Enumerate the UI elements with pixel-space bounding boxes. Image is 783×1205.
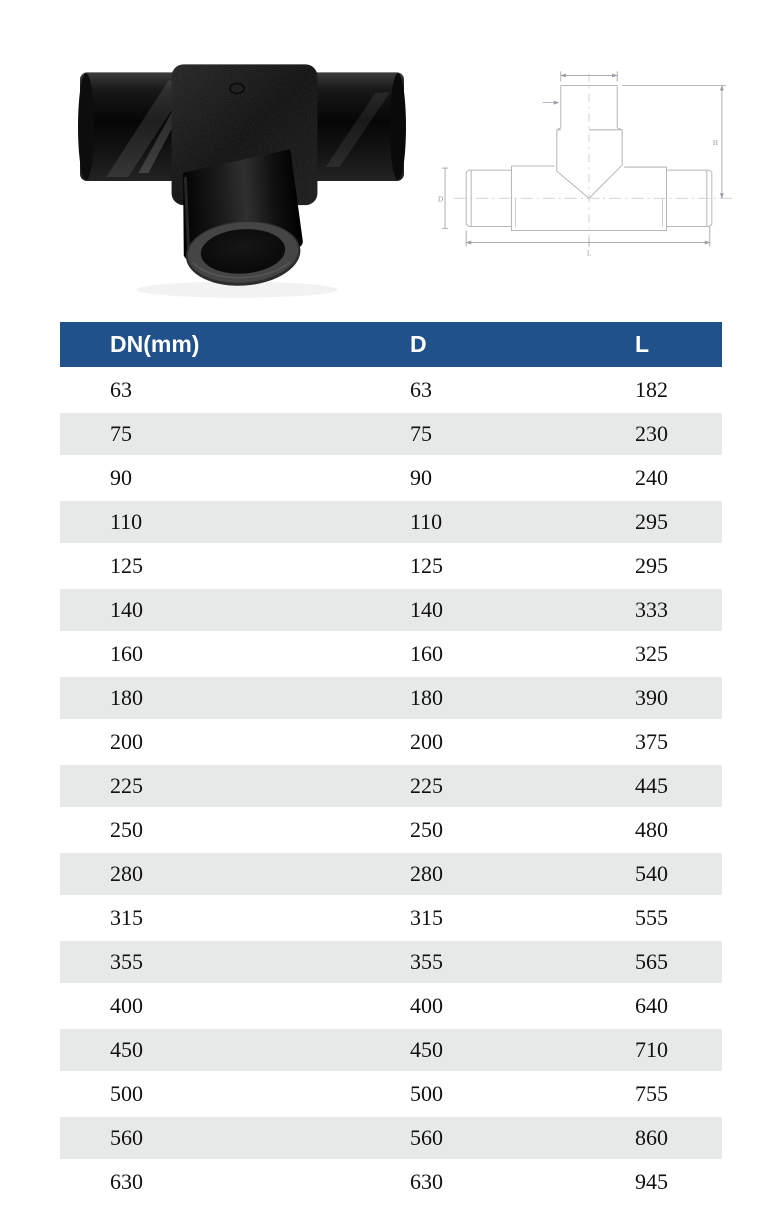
table-cell: 400 <box>360 985 585 1029</box>
table-cell: 125 <box>60 545 360 589</box>
table-cell: 945 <box>585 1161 722 1205</box>
pipe-left-end <box>78 73 94 180</box>
table-cell: 250 <box>360 809 585 853</box>
table-cell: 160 <box>360 633 585 677</box>
table-cell: 225 <box>360 765 585 809</box>
table-cell: 500 <box>60 1073 360 1117</box>
table-cell: 180 <box>60 677 360 721</box>
table-row <box>60 457 722 501</box>
table-cell: 355 <box>60 941 360 985</box>
table-cell: 390 <box>585 677 722 721</box>
table-row <box>60 1029 722 1073</box>
technical-drawing <box>438 56 740 260</box>
table-cell: 230 <box>585 413 722 457</box>
table-row <box>60 545 722 589</box>
table-cell: 500 <box>360 1073 585 1117</box>
table-cell: 90 <box>360 457 585 501</box>
pipe-right-end <box>390 73 406 180</box>
table-cell: 63 <box>360 369 585 413</box>
table-cell: 90 <box>60 457 360 501</box>
table-cell: 445 <box>585 765 722 809</box>
table-header-row <box>60 322 722 369</box>
table-cell: 200 <box>60 721 360 765</box>
table-cell: 240 <box>585 457 722 501</box>
spec-table-body <box>60 369 722 1205</box>
table-row <box>60 633 722 677</box>
centerlines <box>454 73 732 240</box>
table-cell: 280 <box>360 853 585 897</box>
column-header-l: L <box>585 322 722 369</box>
table-cell: 140 <box>60 589 360 633</box>
table-row <box>60 677 722 721</box>
table-row <box>60 1161 722 1205</box>
table-cell: 630 <box>360 1161 585 1205</box>
table-cell: 200 <box>360 721 585 765</box>
table-cell: 140 <box>360 589 585 633</box>
table-cell: 860 <box>585 1117 722 1161</box>
table-cell: 375 <box>585 721 722 765</box>
table-cell: 225 <box>60 765 360 809</box>
dimension-label-l: L <box>586 249 592 258</box>
table-cell: 325 <box>585 633 722 677</box>
table-cell: 565 <box>585 941 722 985</box>
dimension-label-h: H <box>712 138 718 147</box>
table-cell: 250 <box>60 809 360 853</box>
table-cell: 110 <box>60 501 360 545</box>
table-cell: 450 <box>360 1029 585 1073</box>
table-row <box>60 369 722 413</box>
tee-dimension-drawing <box>438 56 740 260</box>
table-cell: 333 <box>585 589 722 633</box>
table-cell: 400 <box>60 985 360 1029</box>
table-cell: 180 <box>360 677 585 721</box>
table-cell: 295 <box>585 545 722 589</box>
table-row <box>60 501 722 545</box>
tee-fitting-photo-art <box>76 50 408 302</box>
table-row <box>60 765 722 809</box>
table-cell: 75 <box>360 413 585 457</box>
table-cell: 710 <box>585 1029 722 1073</box>
table-cell: 755 <box>585 1073 722 1117</box>
table-row <box>60 897 722 941</box>
table-row <box>60 1073 722 1117</box>
table-cell: 560 <box>60 1117 360 1161</box>
table-row <box>60 721 722 765</box>
table-cell: 560 <box>360 1117 585 1161</box>
table-cell: 355 <box>360 941 585 985</box>
table-cell: 160 <box>60 633 360 677</box>
table-cell: 63 <box>60 369 360 413</box>
column-header-d: D <box>360 322 585 369</box>
table-row <box>60 1117 722 1161</box>
table-row <box>60 985 722 1029</box>
table-cell: 480 <box>585 809 722 853</box>
table-cell: 280 <box>60 853 360 897</box>
table-cell: 110 <box>360 501 585 545</box>
column-header-dn: DN(mm) <box>60 322 360 369</box>
spec-table <box>60 322 722 1205</box>
table-cell: 315 <box>60 897 360 941</box>
table-cell: 630 <box>60 1161 360 1205</box>
table-cell: 555 <box>585 897 722 941</box>
table-cell: 125 <box>360 545 585 589</box>
table-row <box>60 809 722 853</box>
table-cell: 182 <box>585 369 722 413</box>
table-cell: 540 <box>585 853 722 897</box>
dimension-lines <box>442 71 726 246</box>
dimension-label-d: D <box>438 195 444 204</box>
table-cell: 75 <box>60 413 360 457</box>
product-photo <box>76 50 408 302</box>
table-row <box>60 413 722 457</box>
table-cell: 315 <box>360 897 585 941</box>
table-cell: 640 <box>585 985 722 1029</box>
table-cell: 450 <box>60 1029 360 1073</box>
table-cell: 295 <box>585 501 722 545</box>
table-row <box>60 941 722 985</box>
table-row <box>60 589 722 633</box>
table-row <box>60 853 722 897</box>
